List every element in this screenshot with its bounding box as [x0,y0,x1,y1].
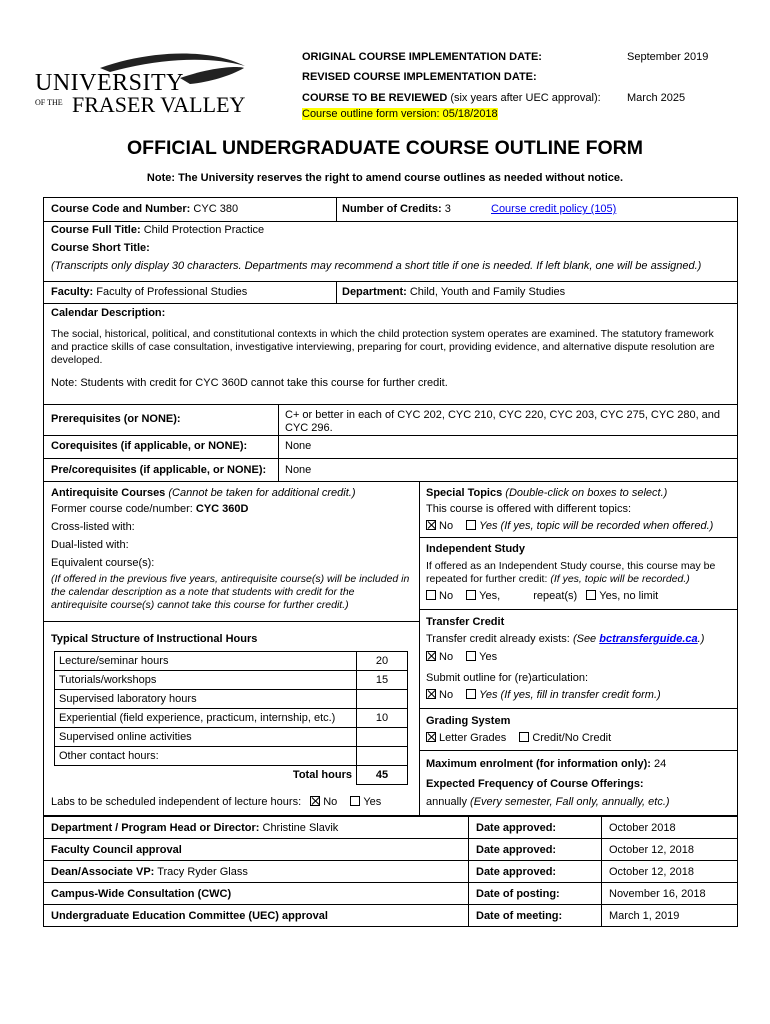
approval-row [44,905,738,927]
submit-outline-label: Submit outline for (re)articulation: [426,672,589,684]
approval-date-label: Date approved: [469,839,602,861]
total-hours-value: 45 [357,766,408,785]
form-version: Course outline form version: 05/18/2018 [302,108,498,120]
review-date-value: March 2025 [627,92,686,104]
short-title-note: (Transcripts only display 30 characters. Departments may recommend a short title if one is needed. If left blank, one will be assigned.) [51,260,702,272]
hours-row [55,728,408,747]
approval-label: Undergraduate Education Committee (UEC) approval [51,909,328,922]
approval-date: October 2018 [602,817,738,839]
precoreq-value: None [285,464,312,476]
hours-row-value[interactable] [357,728,408,747]
indep-yes-checkbox[interactable] [466,590,476,600]
transfer-no-checkbox[interactable] [426,651,436,661]
antireq-heading: Antirequisite Courses (Cannot be taken for additional credit.) [51,487,356,499]
submit-no-checkbox[interactable] [426,689,436,699]
full-title-row: Course Full Title: Child Protection Practice [51,224,265,236]
transfer-exists: Transfer credit already exists: (See bctransferguide.ca.) [426,633,705,645]
logo-line1: UNIVERSITY [35,70,184,96]
transfer-yes-checkbox[interactable] [466,651,476,661]
credit-policy-link[interactable]: Course credit policy (105) [491,203,617,215]
hours-row [55,671,408,690]
grading-options: Letter Grades Credit/No Credit [426,732,611,744]
frequency-value: annually (Every semester, Fall only, annually, etc.) [426,796,670,808]
approval-label-cell [44,839,469,861]
approval-label: Department / Program Head or Director: [51,821,260,834]
precoreq-label: Pre/corequisites (if applicable, or NONE): [51,464,267,476]
total-hours-label: Total hours [55,766,357,785]
approval-date: October 12, 2018 [602,839,738,861]
hours-row-label: Tutorials/workshops [55,671,357,690]
approval-label-cell [44,861,469,883]
approval-row [44,883,738,905]
indep-no-checkbox[interactable] [426,590,436,600]
approval-date-label: Date approved: [469,861,602,883]
grading-heading: Grading System [426,715,511,727]
frequency-label: Expected Frequency of Course Offerings: [426,778,644,790]
hours-row-value[interactable] [357,690,408,709]
indep-heading: Independent Study [426,543,525,555]
approval-date: November 16, 2018 [602,883,738,905]
hours-row [55,747,408,766]
hours-row-value[interactable]: 15 [357,671,408,690]
approval-date-label: Date of posting: [469,883,602,905]
calendar-label: Calendar Description: [51,307,166,319]
notice: Note: The University reserves the right to amend course outlines as needed without notice. [146,172,624,184]
calendar-description: The social, historical, political, and constitutional contexts in which the child protection system operates are examined. The statutory framework and practice skills of case consultation, investigative interviewing, preparing for court, providing evidence, and alternative dispute resolution are developed. [51,328,715,366]
special-yes-checkbox[interactable] [466,520,476,530]
faculty-row: Faculty: Faculty of Professional Studies [51,286,248,298]
approval-label: Faculty Council approval [51,843,182,856]
page-title: OFFICIAL UNDERGRADUATE COURSE OUTLINE FORM [126,137,644,159]
approval-label: Dean/Associate VP: [51,865,155,878]
approval-name: Christine Slavik [262,821,339,834]
approval-name: Tracy Ryder Glass [157,865,248,878]
special-topics-line: This course is offered with different topics: [426,503,632,515]
calendar-note: Note: Students with credit for CYC 360D cannot take this course for further credit. [51,377,448,389]
hours-row-value[interactable]: 20 [357,652,408,671]
hours-table [54,651,408,785]
submit-yes-checkbox[interactable] [466,689,476,699]
course-code-row: Course Code and Number: CYC 380 [51,203,239,215]
orig-date-value: September 2019 [627,51,709,63]
special-topics-options: No Yes (If yes, topic will be recorded when offered.) [426,520,713,532]
approval-row [44,839,738,861]
special-no-checkbox[interactable] [426,520,436,530]
transfer-options: No Yes [426,651,497,663]
approval-row [44,817,738,839]
approval-row [44,861,738,883]
approval-label-cell [44,817,469,839]
cross-listed: Cross-listed with: [51,521,135,533]
hours-row-label: Other contact hours: [55,747,357,766]
orig-date-label: ORIGINAL COURSE IMPLEMENTATION DATE: [302,51,542,63]
approval-label-cell [44,883,469,905]
hours-row-label: Supervised laboratory hours [55,690,357,709]
hours-row-value[interactable]: 10 [357,709,408,728]
approval-label: Campus-Wide Consultation (CWC) [51,887,232,900]
credit-nocredit-checkbox[interactable] [519,732,529,742]
hours-heading: Typical Structure of Instructional Hours [51,633,258,645]
hours-row-label: Lecture/seminar hours [55,652,357,671]
short-title-label: Course Short Title: [51,242,150,254]
university-logo [30,48,260,120]
hours-row [55,652,408,671]
prereq-value: C+ or better in each of CYC 202, CYC 210, CYC 220, CYC 203, CYC 275, CYC 280, and CYC 296. [285,409,721,434]
equivalent-courses: Equivalent course(s): [51,557,155,569]
review-date-row: COURSE TO BE REVIEWED (six years after UEC approval): [302,92,601,104]
indep-text: If offered as an Independent Study course, this course may be repeated for further credit: (If yes, topic will be recorded.) [426,560,716,585]
logo-of-the: OF THE [35,98,63,107]
hours-row [55,709,408,728]
hours-total-row [55,766,408,785]
credits-row: Number of Credits: 3 [342,203,451,215]
approval-date-label: Date of meeting: [469,905,602,927]
hours-row-label: Experiential (field experience, practicum, internship, etc.) [55,709,357,728]
coreq-value: None [285,440,312,452]
hours-row [55,690,408,709]
indep-options: No Yes, repeat(s) Yes, no limit [426,590,658,602]
transfer-heading: Transfer Credit [426,616,505,628]
indep-nolimit-checkbox[interactable] [586,590,596,600]
labs-no-checkbox[interactable] [310,796,320,806]
bctransferguide-link[interactable]: bctransferguide.ca [599,633,698,645]
prereq-label: Prerequisites (or NONE): [51,413,181,425]
special-topics-heading: Special Topics (Double-click on boxes to select.) [426,487,668,499]
hours-row-value[interactable] [357,747,408,766]
labs-yes-checkbox[interactable] [350,796,360,806]
approval-date-label: Date approved: [469,817,602,839]
approval-date: March 1, 2019 [602,905,738,927]
approvals-table [43,816,738,927]
max-enrolment: Maximum enrolment (for information only): 24 [426,758,667,770]
department-row: Department: Child, Youth and Family Studies [342,286,566,298]
former-code-row: Former course code/number: CYC 360D [51,503,249,515]
coreq-label: Corequisites (if applicable, or NONE): [51,440,248,452]
equivalent-note: (If offered in the previous five years, antirequisite course(s) will be included in the calendar description as a note that students with credit for the antirequisite course(s) cannot take this course for further credit.) [51,573,410,611]
hours-row-label: Supervised online activities [55,728,357,747]
approval-label-cell [44,905,469,927]
dual-listed: Dual-listed with: [51,539,129,551]
labs-row: Labs to be scheduled independent of lecture hours: No Yes [51,796,382,808]
revised-date-label: REVISED COURSE IMPLEMENTATION DATE: [302,71,537,83]
letter-grades-checkbox[interactable] [426,732,436,742]
submit-outline-options: No Yes (If yes, fill in transfer credit form.) [426,689,661,701]
approval-date: October 12, 2018 [602,861,738,883]
logo-line2: FRASER VALLEY [72,92,246,117]
